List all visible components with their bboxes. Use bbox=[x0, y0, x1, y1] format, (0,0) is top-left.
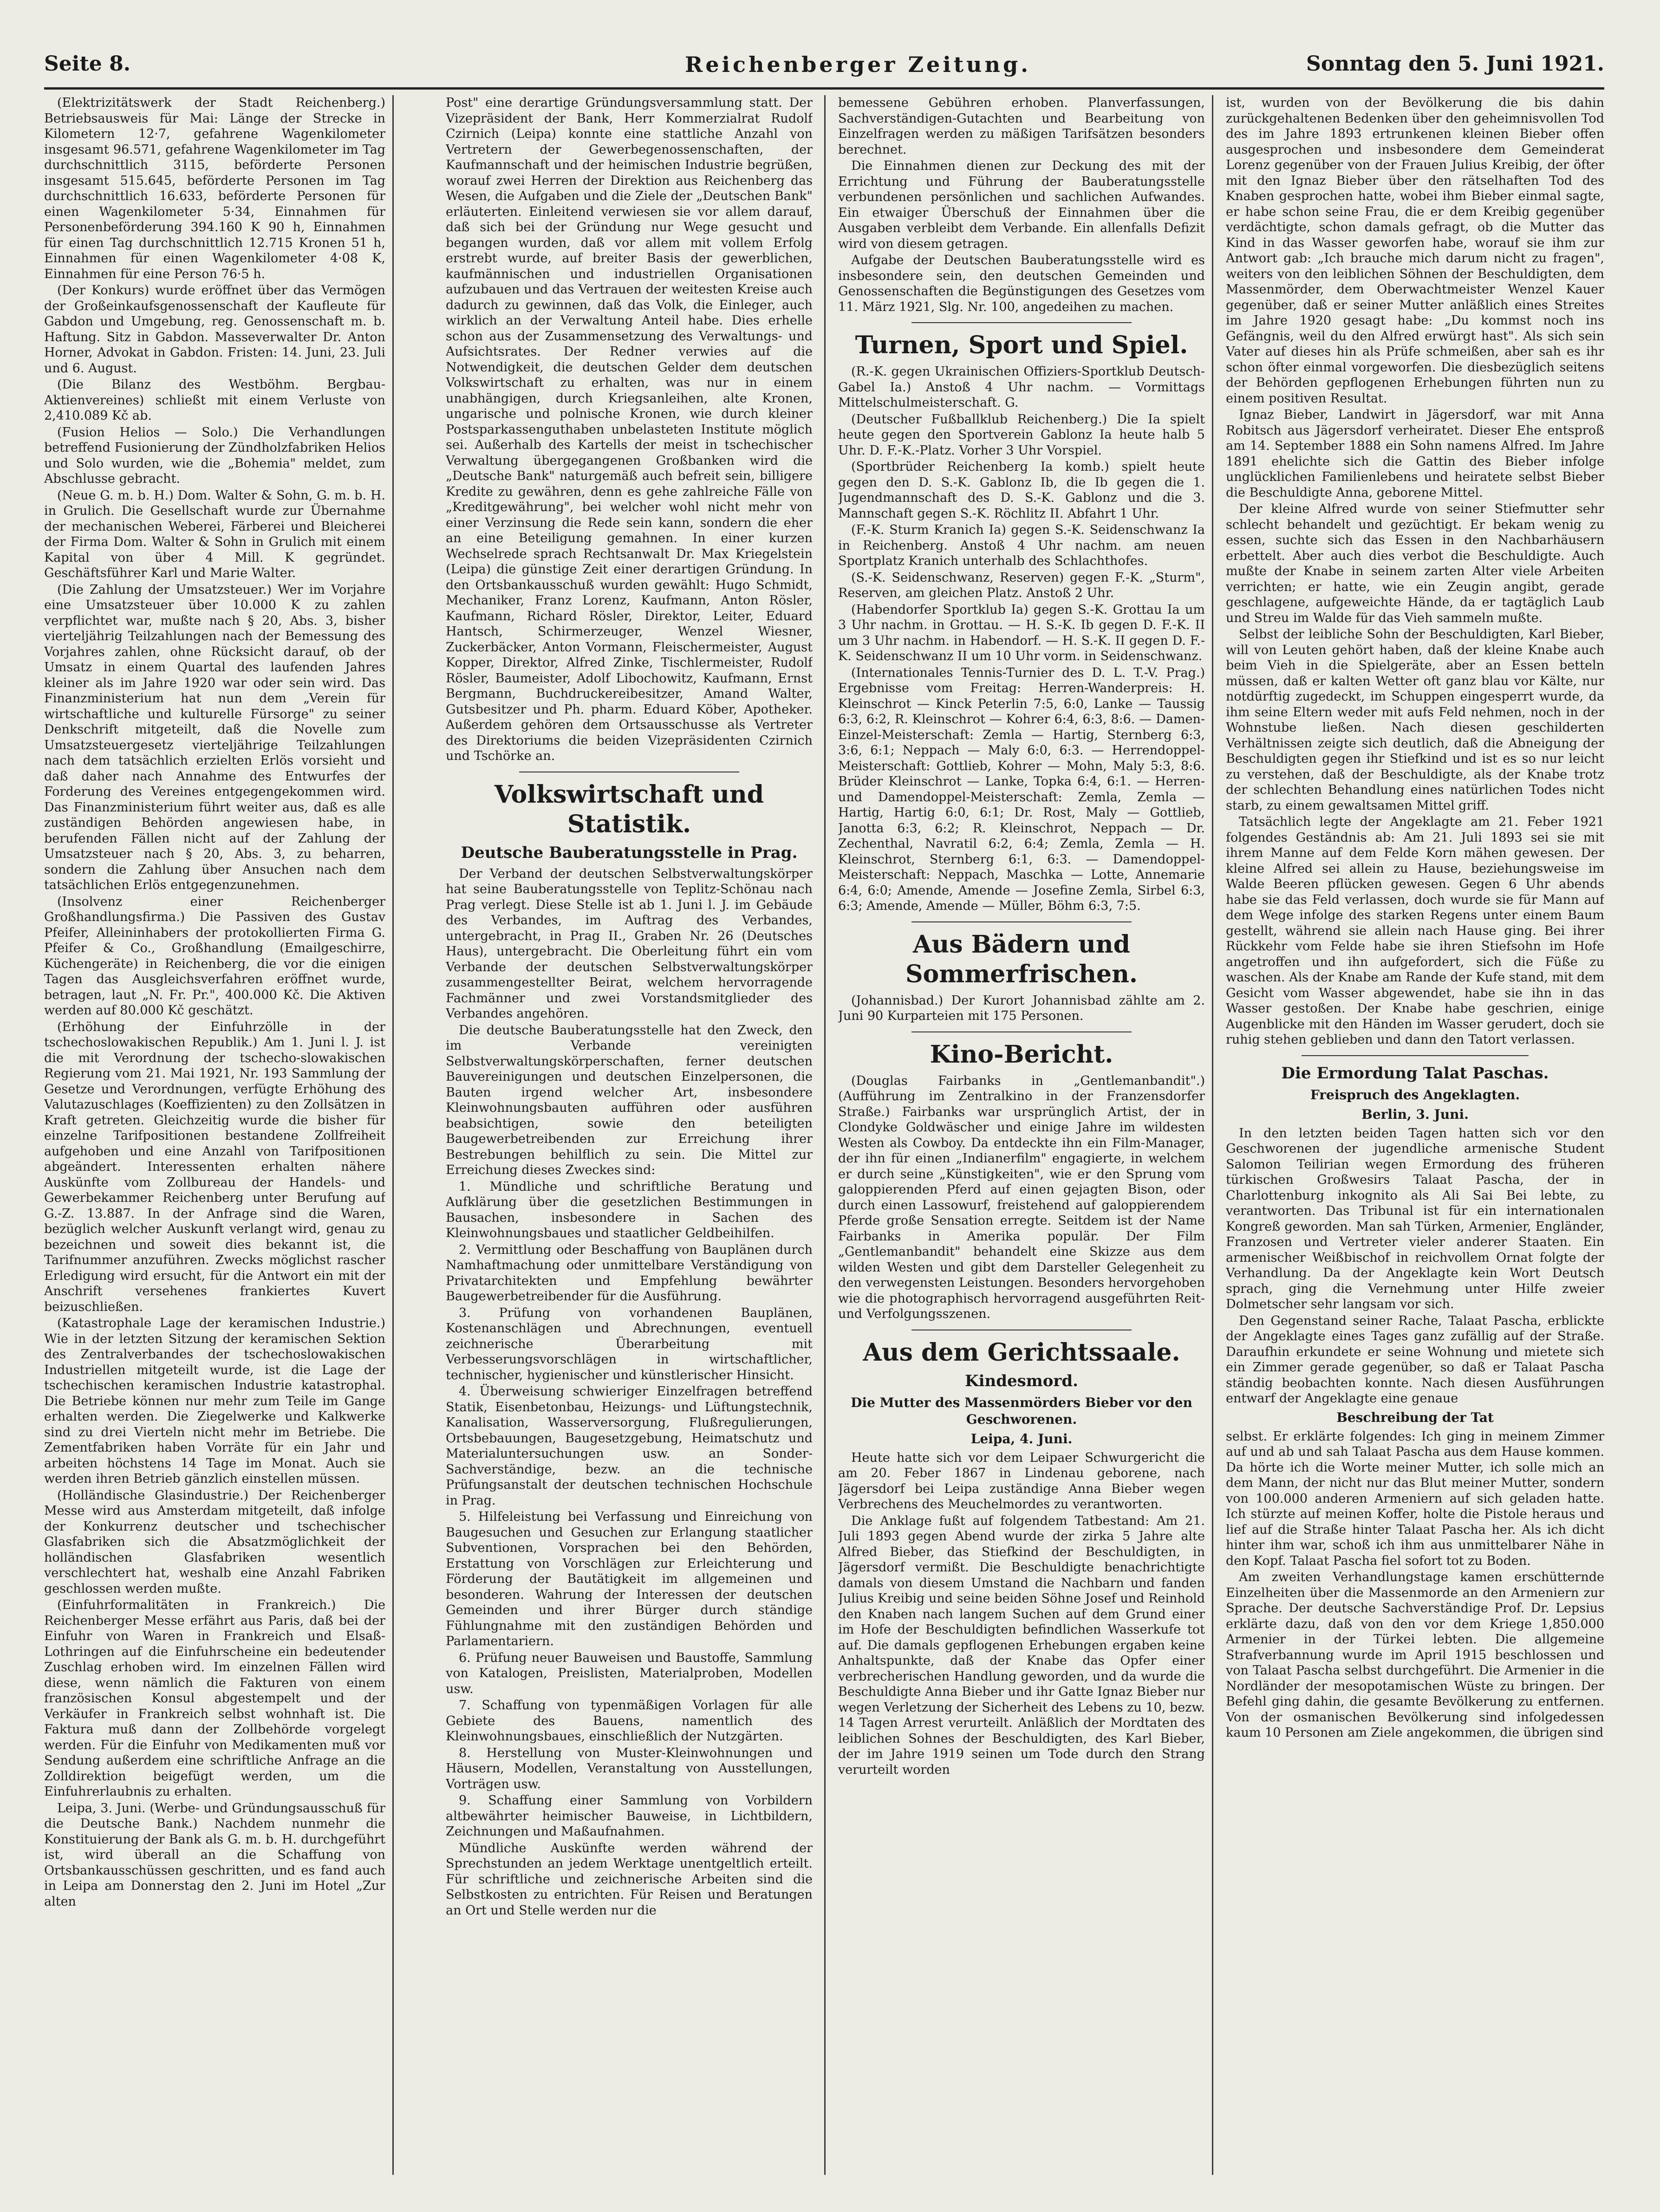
column-divider bbox=[1212, 95, 1213, 2175]
article-paragraph: (Deutscher Fußballklub Reichenberg.) Die Ia spielt heute gegen den Sportverein Gablonz Ia heute halb 5 Uhr. D. F.-K.-Platz. Vorher 3 Uhr Vorspiel. bbox=[838, 412, 1205, 458]
article-paragraph: 9. Schaffung einer Sammlung von Vorbildern altbewährter heimischer Bauweise, in Lichtbildern, Zeichnungen und Maßaufnahmen. bbox=[446, 1793, 813, 1839]
article-paragraph: (Die Zahlung der Umsatzsteuer.) Wer im Vorjahre eine Umsatzsteuer über 10.000 K zu zahlen verpflichtet war, mußte nach § 20, Abs. 3, bisher vierteljährig Teilzahlungen nach der Bemessung des Vorjahres zahlen, ohne Rücksicht darauf, ob der Umsatz in einem Quartal des laufenden Jahres kleiner als im Jahre 1920 war oder sein wird. Das Finanzministerium hat nun dem „Verein für wirtschaftliche und kulturelle Fürsorge" zu seiner Denkschrift mitgeteilt, daß die Novelle zum Umsatzsteuergesetz vierteljährige Teilzahlungen nach dem tatsächlich erzielten Erlös vorsieht und daß daher nach Annahme des Entwurfes der Forderung des Vereines entgegengekommen wird. Das Finanzministerium führt weiter aus, daß es alle zuständigen Behörden angewiesen habe, in berufenden Fällen nicht auf der Zahlung der Umsatzsteuer nach § 20, Abs. 3, zu beharren, sondern die Zahlung über Ansuchen nach dem tatsächlichen Erlös entgegenzunehmen. bbox=[44, 582, 385, 892]
dateline: Leipa, 4. Juni. bbox=[970, 1431, 1073, 1447]
section-heading: Volkswirtschaft und Statistik. bbox=[494, 780, 764, 838]
article-paragraph: (Habendorfer Sportklub Ia) gegen S.-K. Grottau Ia um 3 Uhr nachm. in Grottau. — H. S.-K. Ib gegen D. F.-K. II um 3 Uhr nachm. in Habendorf. — H. S.-K. II gegen D. F.-K. Seidenschwanz II um 10 Uhr vorm. in Seidenschwanz. bbox=[838, 602, 1205, 663]
article-paragraph: Der kleine Alfred wurde von seiner Stiefmutter sehr schlecht behandelt und gezüchtigt. Er bekam wenig zu essen, suchte sich das Essen in den Nachbarhäusern erbettelt. Aber auch dies verbot die Beschuldigte. Auch mußte der Knabe in seinem zarten Alter viele Arbeiten verrichten; er hatte, wie ein Zeugin angibt, gerade geschlagene, aufgeweichte Hände, da er tagtäglich Laub und Streu im Walde für das Vieh sammeln mußte. bbox=[1226, 502, 1604, 625]
article-paragraph: (S.-K. Seidenschwanz, Reserven) gegen F.-K. „Sturm", Reserven, am gleichen Platz. Anstoß 2 Uhr. bbox=[838, 570, 1205, 600]
article-paragraph: (Internationales Tennis-Turnier des D. L. T.-V. Prag.) Ergebnisse vom Freitag: Herren-Wanderpreis: H. Kleinschrot — Kinck Peterlin 7:5, 6:0, Lanke — Taussig 6:3, 6:2, R. Kleinschrot — Kohrer 6:4, 6:3, 8:6. — Damen-Einzel-Meisterschaft: Zemla — Hartig, Sternberg 6:3, 3:6, 6:1; Neppach — Maly 6:0, 6:3. — Herrendoppel-Meisterschaft: Gottlieb, Kohrer — Mohn, Maly 5:3, 8:6. Brüder Kleinschrot — Lanke, Topka 6:4, 6:1. — Herren- und Damendoppel-Meisterschaft: Zemla, Zemla — Hartig, Hartig 6:0, 6:1; Dr. Rost, Maly — Gottlieb, Janotta 6:3, 6:2; R. Kleinschrot, Neppach — Dr. Zechenthal, Navratil 6:2, 6:4; Zemla, Zemla — H. Kleinschrot, Sternberg 6:1, 6:3. — Damendoppel-Meisterschaft: Neppach, Maschka — Lotte, Annemarie 6:4, 6:0; Amende, Amende — Josefine Zemla, Sirbel 6:3, 6:3; Amende, Amende — Müller, Böhm 6:3, 7:5. bbox=[838, 665, 1205, 913]
article-paragraph: 2. Vermittlung oder Beschaffung von Bauplänen durch Namhaftmachung oder unmittelbare Verständigung von Privatarchitekten und Empfehlung bewährter Baugewerbetreibender für die Ausführung. bbox=[446, 1242, 813, 1304]
section-heading: Kino-Bericht. bbox=[930, 1040, 1113, 1069]
article-paragraph: Die Einnahmen dienen zur Deckung des mit der Errichtung und Führung der Bauberatungsstelle verbundenen persönlichen und sachlichen Aufwandes. Ein etwaiger Überschuß der Einnahmen über die Ausgaben verbleibt dem Verbande. Ein allenfalls Defizit wird von diesem getragen. bbox=[838, 159, 1205, 251]
section-heading: Turnen, Sport und Spiel. bbox=[855, 331, 1188, 359]
article-heading: Deutsche Bauberatungsstelle in Prag. bbox=[461, 843, 798, 862]
article-paragraph: (Die Bilanz des Westböhm. Bergbau-Aktienvereines) schließt mit einem Verluste von 2,410.089 Kč ab. bbox=[44, 377, 385, 423]
page-header bbox=[44, 52, 1604, 84]
article-paragraph: Aufgabe der Deutschen Bauberatungsstelle wird es insbesondere sein, den deutschen Gemeinden und Genossenschaften die Begünstigungen des Gesetzes vom 11. März 1921, Slg. Nr. 100, angedeihen zu machen. bbox=[838, 253, 1205, 314]
article-paragraph: (Katastrophale Lage der keramischen Industrie.) Wie in der letzten Sitzung der keramischen Sektion des Zentralverbandes der tschechoslowakischen Industriellen mitgeteilt wurde, ist die Lage der tschechischen keramischen Industrie katastrophal. Die Betriebe können nur mehr zum Teile im Gange erhalten werden. Die Ziegelwerke und Kalkwerke sind zu drei Vierteln nicht mehr im Betriebe. Die Zementfabriken haben Vorräte für ein Jahr und arbeiten höchstens 14 Tage im Monat. Auch sie werden ihren Betrieb gänzlich einstellen müssen. bbox=[44, 1316, 385, 1486]
column-1 bbox=[44, 95, 385, 2175]
section-rule bbox=[911, 322, 1132, 323]
article-paragraph: Tatsächlich legte der Angeklagte am 21. Feber 1921 folgendes Geständnis ab: Am 21. Juli 1893 sei sie mit ihrem Manne auf dem Felde Korn mähen gewesen. Der kleine Alfred sei allein zu Hause, beziehungsweise im Walde Beeren pflücken gewesen. Gegen 6 Uhr abends habe sie das Feld verlassen, doch wurde sie für Mann auf dem Wege infolge des starken Regens unter einem Baum gestellt, während sie allein nach Hause ging. Bei ihrer Rückkehr vom Felde habe sie ihren Stiefsohn im Hofe angetroffen und ihn aufgefordert, sich die Füße zu waschen. Als der Knabe am Rande der Kufe stand, mit dem Gesicht vom Wasser abgewendet, habe sie ihn in das Wasser gestoßen. Der Knabe habe geschrien, einige Augenblicke mit den Händen im Wasser gerudert, doch sie ruhig stehen geblieben und dann den Tatort verlassen. bbox=[1226, 815, 1604, 1047]
article-paragraph: 6. Prüfung neuer Bauweisen und Baustoffe, Sammlung von Katalogen, Preislisten, Materialproben, Modellen usw. bbox=[446, 1650, 813, 1696]
article-paragraph: In den letzten beiden Tagen hatten sich vor den Geschworenen der jugendliche armenische Student Salomon Teilirian wegen Ermordung des früheren türkischen Großwesirs Talaat Pascha, der in Charlottenburg inkognito als Ali Sai Bei lebte, zu verantworten. Das Tribunal ist für ein internationalen Kongreß geworden. Man sah Türken, Armenier, Engländer, Franzosen und Vertreter vieler anderer Staaten. Ein armenischer Weißbischof in reichvollem Ornat folgte der Verhandlung. Da der Angeklagte kein Wort Deutsch sprach, ging die Vernehmung unter Hilfe zweier Dolmetscher sehr langsam vor sich. bbox=[1226, 1126, 1604, 1311]
column-divider bbox=[824, 95, 826, 2175]
article-paragraph: selbst. Er erklärte folgendes: Ich ging in meinem Zimmer auf und ab und sah Talaat Pascha aus dem Hause kommen. Da hörte ich die Worte meiner Mutter, ich solle mich an dem Mann, der nicht nur das Blut meiner Mutter, sondern von 100.000 anderen Armeniern auf sich geladen hatte. Ich stürzte auf meinen Koffer, holte die Pistole heraus und lief auf die Straße hinter Talaat Pascha her. Als ich dicht hinter ihm war, schoß ich ihm aus unmittelbarer Nähe in den Kopf. Talaat Pascha fiel sofort tot zu Boden. bbox=[1226, 1429, 1604, 1568]
column-2 bbox=[446, 95, 813, 2175]
article-paragraph: (Erhöhung der Einfuhrzölle in der tschechoslowakischen Republik.) Am 1. Juni l. J. ist die mit Verordnung der tschecho-slowakischen Regierung vom 21. Mai 1921, Nr. 193 Sammlung der Gesetze und Verordnungen, verfügte Erhöhung des Valutazuschlages (Koeffizienten) zu den Zollsätzen in Kraft getreten. Gleichzeitig wurde die bisher für einzelne Tarifpositionen bestandene Zollfreiheit aufgehoben und eine Anzahl von Tarifpositionen abgeändert. Interessenten erhalten nähere Auskünfte vom Zollbureau der Handels- und Gewerbekammer Reichenberg unter Berufung auf G.-Z. 13.887. In der Anfrage sind die Waren, bezüglich welcher Auskunft verlangt wird, genau zu bezeichnen und soweit dies bekannt ist, die Tarifnummer anzuführen. Zwecks möglichst rascher Erledigung wird ersucht, für die Antwort ein mit der Anschrift versehenes frankiertes Kuvert beizuschließen. bbox=[44, 1019, 385, 1314]
article-paragraph: (F.-K. Sturm Kranich Ia) gegen S.-K. Seidenschwanz Ia in Reichenberg. Anstoß 4 Uhr nachm. am neuen Sportplatz Kranich unterhalb des Schlachthofes. bbox=[838, 523, 1205, 568]
article-paragraph: (Neue G. m. b. H.) Dom. Walter & Sohn, G. m. b. H. in Grulich. Die Gesellschaft wurde zur Übernahme der mechanischen Weberei, Färberei und Bleicherei der Firma Dom. Walter & Sohn in Grulich mit einem Kapital von über 4 Mill. K gegründet. Geschäftsführer Karl und Marie Walter. bbox=[44, 488, 385, 580]
article-paragraph: (Der Konkurs) wurde eröffnet über das Vermögen der Großeinkaufsgenossenschaft der Kaufleute für Gabdon und Umgebung, reg. Genossenschaft m. b. Haftung. Sitz in Gabdon. Masseverwalter Dr. Anton Horner, Advokat in Gabdon. Fristen: 14. Juni, 23. Juli und 6. August. bbox=[44, 283, 385, 376]
article-paragraph: Heute hatte sich vor dem Leipaer Schwurgericht die am 20. Feber 1867 in Lindenau geborene, nach Jägersdorf bei Leipa zuständige Anna Bieber wegen Verbrechens des Meuchelmordes zu verantworten. bbox=[838, 1450, 1205, 1511]
section-rule bbox=[911, 1031, 1132, 1032]
section-heading: Aus dem Gerichtssaale. bbox=[863, 1338, 1180, 1367]
issue-date: Sonntag den 5. Juni 1921. bbox=[1306, 52, 1604, 76]
article-paragraph: Die Anklage fußt auf folgendem Tatbestand: Am 21. Juli 1893 gegen Abend wurde der zirka 5 Jahre alte Alfred Bieber, das Stiefkind der Beschuldigten, in Jägersdorf vermißt. Die Beschuldigte benachrichtigte damals von diesem Umstand die Nachbarn und fanden Julius Kreibig und seine beiden Söhne Josef und Reinhold den Knaben nach langem Suchen auf dem Grund einer im Hofe der Beschuldigten befindlichen Wasserkufe tot auf. Die damals gepflogenen Erhebungen ergaben keine Anhaltspunkte, daß der Knabe das Opfer einer verbrecherischen Handlung geworden, und da wurde die Beschuldigte Anna Bieber und ihr Gatte Ignaz Bieber nur wegen Verletzung der Sicherheit des Lebens zu 10, bezw. 14 Tagen Arrest verurteilt. Anläßlich der Mordtaten des leiblichen Sohnes der Beschuldigten, des Karl Bieber, der im Jahre 1919 seinen um Tode durch den Strang verurteilt worden bbox=[838, 1513, 1205, 1777]
article-paragraph: 3. Prüfung von vorhandenen Bauplänen, Kostenanschlägen und Abrechnungen, eventuell zeichnerische Überarbeitung mit Verbesserungsvorschlägen in wirtschaftlicher, technischer, hygienischer und künstlerischer Hinsicht. bbox=[446, 1305, 813, 1382]
section-heading: Aus Bädern und Sommerfrischen. bbox=[905, 930, 1138, 988]
section-rule bbox=[1302, 1055, 1529, 1056]
dateline: Berlin, 3. Juni. bbox=[1361, 1106, 1469, 1122]
article-paragraph: (Elektrizitätswerk der Stadt Reichenberg.) Betriebsausweis für Mai: Länge der Strecke in Kilometern 12·7, gefahrene Wagenkilometer insgesamt 96.571, gefahrene Wagenkilometer im Tag durchschnittlich 3115, beförderte Personen insgesamt 515.645, beförderte Personen im Tag durchschnittlich 16.633, beförderte Personen für einen Wagenkilometer 5·34, Einnahmen für Personenbeförderung 394.160 K 90 h, Einnahmen für einen Tag durchschnittlich 12.715 Kronen 51 h, Einnahmen für einen Wagenkilometer 4·08 K, Einnahmen für eine Person 76·5 h. bbox=[44, 96, 385, 281]
article-paragraph: Am zweiten Verhandlungstage kamen erschütternde Einzelheiten über die Massenmorde an den Armeniern zur Sprache. Der deutsche Sachverständige Prof. Dr. Lepsius erklärte dazu, daß von den vor dem Kriege 1,850.000 Armenier in der Türkei lebten. Die allgemeine Strafverbannung wurde im April 1915 beschlossen und von Talaat Pascha selbst durchgeführt. Die Armenier in die Nordländer der mesopotamischen Wüste zu bringen. Der Befehl ging dahin, die gesamte Bevölkerung zu entfernen. Von der osmanischen Bevölkerung sind infolgedessen kaum 10 Personen am Ziele angekommen, die übrigen sind bbox=[1226, 1570, 1604, 1740]
article-paragraph: (Sportbrüder Reichenberg Ia komb.) spielt heute gegen den D. S.-K. Gablonz Ib, die Ib gegen die 1. Jugendmannschaft des D. S.-K. Gablonz und die 3. Mannschaft gegen S.-K. Röchlitz II. Abfahrt 1 Uhr. bbox=[838, 460, 1205, 521]
article-paragraph: Selbst der leibliche Sohn der Beschuldigten, Karl Bieber, will von Leuten gehört haben, daß der kleine Knabe auch beim Vieh in die Spielgeräte, aber an Essen betteln müssen, daß er kalten Wetter oft ganz blau vor Kälte, nur notdürftig zugedeckt, im Schuppen eingesperrt wurde, da ihm seine Eltern weder mit aufs Feld nehmen, noch in der Wohnstube ließen. Nach diesen geschilderten Verhältnissen zeigte sich deutlich, daß die Abneigung der Beschuldigten gegen ihr Stiefkind und ist es so nur leicht zu verstehen, daß der Beschuldigte, als der Knabe trotz der schlechten Behandlung eines natürlichen Todes nicht starb, zu einem gewaltsamen Mittel griff. bbox=[1226, 627, 1604, 813]
page-number: Seite 8. bbox=[44, 52, 131, 76]
article-paragraph: 7. Schaffung von typenmäßigen Vorlagen für alle Gebiete des Bauens, namentlich des Kleinwohnungsbaues, einschließlich der Nutzgärten. bbox=[446, 1698, 813, 1744]
article-paragraph: (Johannisbad.) Der Kurort Johannisbad zählte am 2. Juni 90 Kurparteien mit 175 Personen. bbox=[838, 993, 1205, 1023]
article-paragraph: 4. Überweisung schwieriger Einzelfragen betreffend Statik, Eisenbetonbau, Heizungs- und Lüftungstechnik, Kanalisation, Wasserversorgung, Flußregulierungen, Ortsbebauungen, Baugesetzgebung, Heimatschutz und Materialuntersuchungen usw. an Sonder-Sachverständige, bezw. an die technische Prüfungsanstalt der deutschen technischen Hochschule in Prag. bbox=[446, 1384, 813, 1508]
column-divider bbox=[392, 95, 394, 2175]
article-paragraph: Post" eine derartige Gründungsversammlung statt. Der Vizepräsident der Bank, Herr Kommerzialrat Rudolf Czirnich (Leipa) konnte eine stattliche Anzahl von Vertretern der Gewerbegenossenschaften, der Kaufmannschaft und der heimischen Industrie begrüßen, worauf zwei Herren der Direktion aus Reichenberg das Wesen, die Aufgaben und die Ziele der „Deutschen Bank" erläuterten. Einleitend verwiesen sie vor allem darauf, daß sich bei der Gründung nur Wege gesucht und begangen wurden, daß vor allem mit vollem Erfolg erstrebt wurde, auf breiter Basis der gewerblichen, kaufmännischen und industriellen Organisationen aufzubauen und das Vertrauen der weitesten Kreise auch dadurch zu gewinnen, daß das Volk, die Einleger, auch wirklich an der Verwaltung Anteil habe. Dies erhelle schon aus der Zusammensetzung des Verwaltungs- und Aufsichtsrates. Der Redner verwies auf die Notwendigkeit, die deutschen Gelder dem deutschen Volkswirtschaft zu erhalten, was nur in einem unabhängigen, durch Kriegsanleihen, alte Kronen, ungarische und polnische Kronen, wie durch kleiner Postsparkassenguthaben unbelasteten Institute möglich sei. Außerhalb des Kartells der meist in tschechischer Verwaltung übergegangenen Großbanken wird die „Deutsche Bank" naturgemäß auch befreit sein, billigere Kredite zu gewähren, denn es gehe zahlreiche Fälle von „Kreditgewährung", bei welcher wohl nicht mehr von einer Verzinsung die Rede sein kann, sondern die eher an eine Beteiligung gemahnen. In einer kurzen Wechselrede sprach Rechtsanwalt Dr. Max Kriegelstein (Leipa) die günstige Zeit einer derartigen Gründung. In den Ortsbankausschuß wurden gewählt: Hugo Schmidt, Mechaniker, Franz Lorenz, Kaufmann, Anton Rösler, Kaufmann, Richard Rösler, Direktor, Leiter, Eduard Hantsch, Schirmerzeuger, Wenzel Wiesner, Zuckerbäcker, Anton Vormann, Fleischermeister, August Kopper, Direktor, Alfred Zinke, Tischlermeister, Rudolf Rösler, Baumeister, Adolf Libochowitz, Kaufmann, Ernst Bergmann, Buchdruckereibesitzer, Amand Walter, Gutsbesitzer und Ph. pharm. Eduard Köber, Apotheker. Außerdem gehören dem Ortsausschusse als Vertreter des Direktoriums die beiden Vizepräsidenten Czirnich und Tschörke an. bbox=[446, 96, 813, 763]
article-paragraph: Leipa, 3. Juni. (Werbe- und Gründungsausschuß für die Deutsche Bank.) Nachdem nunmehr die Konstituierung der Bank als G. m. b. H. durchgeführt ist, wird überall an die Schaffung von Ortsbankausschüssen geschritten, und es fand auch in Leipa am Donnerstag den 2. Juni im Hotel „Zur alten bbox=[44, 1801, 385, 1909]
article-paragraph: Den Gegenstand seiner Rache, Talaat Pascha, erblickte der Angeklagte eines Tages ganz zufällig auf der Straße. Daraufhin erkundete er seine Wohnung und mietete sich ein Zimmer gerade gegenüber, so daß er Talaat Pascha ständig beobachten konnte. Nach diesen Ausführungen entwarf der Angeklagte eine genaue bbox=[1226, 1313, 1604, 1406]
article-paragraph: (Holländische Glasindustrie.) Der Reichenberger Messe wird aus Amsterdam mitgeteilt, daß infolge der Konkurrenz deutscher und tschechischer Glasfabriken sich die Absatzmöglichkeit der holländischen Glasfabriken wesentlich verschlechtert hat, weshalb eine Anzahl Fabriken geschlossen werden mußte. bbox=[44, 1488, 385, 1596]
article-paragraph: Der Verband der deutschen Selbstverwaltungskörper hat seine Bauberatungsstelle von Teplitz-Schönau nach Prag verlegt. Diese Stelle ist ab 1. Juni l. J. im Gebäude des Verbandes, im Auftrag des Verbandes, untergebracht, in Prag II., Graben Nr. 26 (Deutsches Haus), untergebracht. Die Oberleitung führt ein vom Verbande der deutschen Selbstverwaltungskörper zusammengestellter Beirat, welchem hervorragende Fachmänner und zwei Vorstandsmitglieder des Verbandes angehören. bbox=[446, 866, 813, 1021]
article-paragraph: Die deutsche Bauberatungsstelle hat den Zweck, den im Verbande vereinigten Selbstverwaltungskörperschaften, ferner deutschen Bauvereinigungen und deutschen Einzelpersonen, die Bauten irgend welcher Art, insbesondere Kleinwohnungsbauten aufführen oder ausführen beabsichtigen, sowie den beteiligten Baugewerbetreibenden zur Erreichung ihrer Bestrebungen behilflich zu sein. Die Mittel zur Erreichung dieses Zweckes sind: bbox=[446, 1023, 813, 1177]
column-4 bbox=[1226, 95, 1604, 2175]
article-paragraph: (Douglas Fairbanks in „Gentlemanbandit".) (Aufführung im Zentralkino in der Franzensdorfer Straße.) Fairbanks war ursprünglich Artist, der in Clondyke Goldwäscher und einige Jahre im wildesten Westen als Cowboy. Da entdeckte ihn ein Film-Manager, der ihn für einen „Indianerfilm" engagierte, in welchem er durch seine „Künstigkeiten", wie er den Sprung vom galoppierenden Pferd auf einen gejagten Bison, oder durch einen Lassowurf, freistehend auf galoppierendem Pferde große Sensation erregte. Seitdem ist der Name Fairbanks in Amerika populär. Der Film „Gentlemanbandit" behandelt eine Skizze aus dem wilden Westen und gibt dem Darsteller Gelegenheit zu den verwegensten Leistungen. Besonders hervorgehoben wie die photographisch hervorragend ausgeführten Reit- und Verfolgungsszenen. bbox=[838, 1073, 1205, 1321]
article-subheading: Die Mutter des Massenmörders Bieber vor den Geschworenen. bbox=[851, 1395, 1192, 1427]
article-paragraph: 5. Hilfeleistung bei Verfassung und Einreichung von Baugesuchen und Gesuchen zur Erlangung staatlicher Subventionen, Vorsprachen bei den Behörden, Erstattung von Vorschlägen zur Erleichterung und Förderung der Bautätigkeit im allgemeinen und besonderen. Wahrung der Interessen der deutschen Gemeinden und ihrer Bürger durch ständige Fühlungnahme mit den zuständigen Behörden und Parlamentariern. bbox=[446, 1510, 813, 1648]
newspaper-title: Reichenberger Zeitung. bbox=[685, 52, 1031, 77]
header-rule bbox=[44, 87, 1604, 90]
column-3 bbox=[838, 95, 1205, 2175]
article-paragraph: 8. Herstellung von Muster-Kleinwohnungen und Häusern, Modellen, Veranstaltung von Ausstellungen, Vorträgen usw. bbox=[446, 1745, 813, 1791]
article-paragraph: (Fusion Helios — Solo.) Die Verhandlungen betreffend Fusionierung der Zündholzfabriken Helios und Solo wurden, wie die „Bohemia" meldet, zum Abschlusse gebracht. bbox=[44, 425, 385, 486]
article-subheading: Beschreibung der Tat bbox=[1336, 1409, 1494, 1425]
article-paragraph: Ignaz Bieber, Landwirt in Jägersdorf, war mit Anna Robitsch aus Jägersdorf verheiratet. Dieser Ehe entsproß am 14. September 1888 ein Sohn namens Alfred. Im Jahre 1891 ehelichte sich die Gattin des Bieber infolge unglücklichen Familienlebens und heiratete selbst Bieber die Beschuldigte Anna, geborene Mittel. bbox=[1226, 408, 1604, 500]
article-paragraph: bemessene Gebühren erhoben. Planverfassungen, Sachverständigen-Gutachten und Bearbeitung von Einzelfragen werden zu mäßigen Tarifsätzen besonders berechnet. bbox=[838, 96, 1205, 157]
article-heading: Kindesmord. bbox=[965, 1371, 1078, 1390]
article-paragraph: (Insolvenz einer Reichenberger Großhandlungsfirma.) Die Passiven des Gustav Pfeifer, Alleininhabers der protokollierten Firma G. Pfeifer & Co., Großhandlung (Emailgeschirre, Küchengeräte) in Reichenberg, die vor die einigen Tagen das Ausgleichsverfahren eröffnet wurde, betragen, laut „N. Fr. Pr.", 400.000 Kč. Die Aktiven werden auf 80.000 Kč geschätzt. bbox=[44, 894, 385, 1018]
article-paragraph: (Einfuhrformalitäten in Frankreich.) Die Reichenberger Messe erfährt aus Paris, daß bei der Einfuhr von Waren in Frankreich und Elsaß-Lothringen auf die Einfuhrscheine ein bedeutender Zuschlag erhoben wird. Im einzelnen Fällen wird diese, wenn nämlich die Fakturen von einem französischen Konsul abgestempelt und der Verkäufer in Frankreich selbst wohnhaft ist. Die Faktura muß dann der Zollbehörde vorgelegt werden. Für die Einfuhr von Medikamenten muß vor Sendung außerdem eine schriftliche Anfrage an die Zolldirektion beigefügt werden, um die Einfuhrerlaubnis zu erhalten. bbox=[44, 1598, 385, 1799]
article-paragraph: 1. Mündliche und schriftliche Beratung und Aufklärung über die gesetzlichen Bestimmungen in Bausachen, insbesondere in Sachen des Kleinwohnungsbaues und staatlicher Geldbeihilfen. bbox=[446, 1179, 813, 1240]
article-subheading: Freispruch des Angeklagten. bbox=[1310, 1087, 1520, 1103]
section-rule bbox=[911, 921, 1132, 922]
article-paragraph: ist, wurden von der Bevölkerung die bis dahin zurückgehaltenen Bedenken über den geheimnisvollen Tod des im Jahre 1893 ertrunkenen kleinen Bieber offen ausgesprochen und insbesondere dem Gemeinderat Lorenz gegenüber von der Frauen Julius Kreibig, der öfter mit den Ignaz Bieber über den rätselhaften Tod des Knaben gesprochen hatte, wobei ihm Bieber einmal sagte, er habe schon seine Frau, die er dem Kreibig gegenüber verdächtigte, schon damals gefragt, ob die Mutter das Kind in das Wasser geworfen habe, worauf sie ihm zur Antwort gab: „Ich brauche mich darum nicht zu fragen", weiters von den leiblichen Söhnen der Beschuldigten, dem Massenmörder, dem Oberwachtmeister Wenzel Kauer gegenüber, daß er seiner Mutter anläßlich eines Streites im Jahre 1920 gesagt habe: „Du kommst noch ins Gefängnis, weil du den Alfred erwürgt hast". Als sich sein Vater auf dieses hin als Prüfe schmeißen, aber sah es ihr schon öfter einmal vorgeworfen. Die diesbezüglich seitens der Behörden gepflogenen Erhebungen führten nun zu einem positiven Resultat. bbox=[1226, 96, 1604, 406]
article-paragraph: Mündliche Auskünfte werden während der Sprechstunden an jedem Werktage unentgeltlich erteilt. Für schriftliche und zeichnerische Arbeiten sind die Selbstkosten zu entrichten. Für Reisen und Beratungen an Ort und Stelle werden nur die bbox=[446, 1841, 813, 1918]
article-paragraph: (R.-K. gegen Ukrainischen Offiziers-Sportklub Deutsch-Gabel Ia.) Anstoß 4 Uhr nachm. — Vormittags Mittelschulmeisterschaft. G. bbox=[838, 364, 1205, 410]
article-heading: Die Ermordung Talat Paschas. bbox=[1281, 1064, 1549, 1083]
